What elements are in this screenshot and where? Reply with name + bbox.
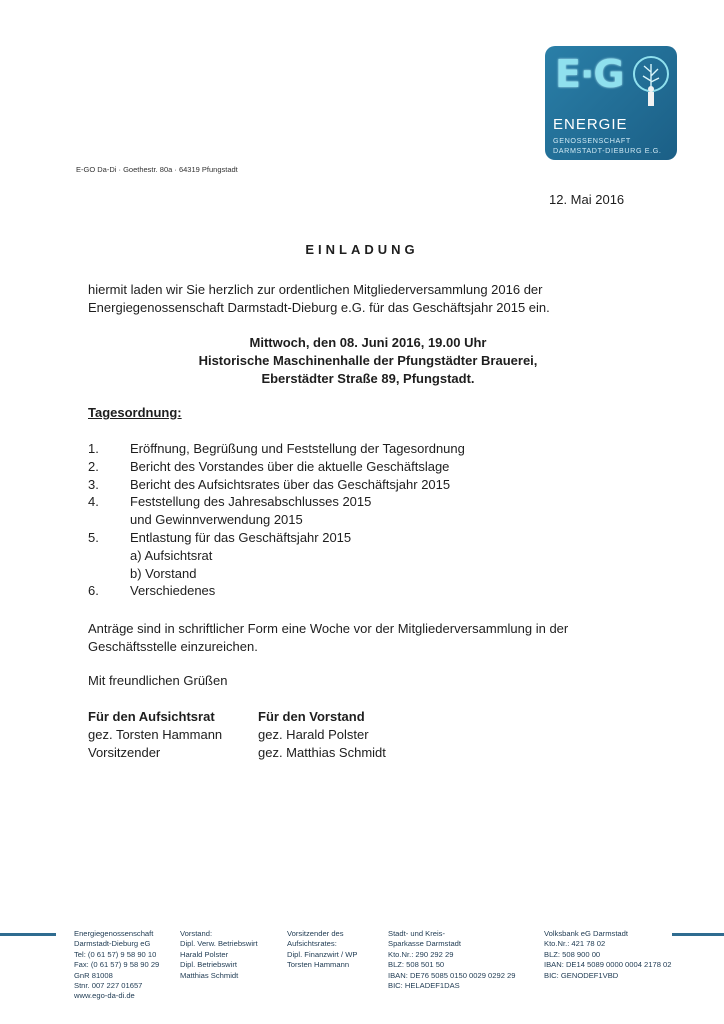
agenda-item [88,582,648,600]
footer-line: Stnr. 007 227 01657 [74,981,143,991]
agenda-list [88,440,648,600]
agenda-line: Feststellung des Jahresabschlusses 2015 [130,494,372,510]
signature-heading: Für den Vorstand [258,709,365,724]
agenda-item [88,493,648,529]
logo-line-1: GENOSSENSCHAFT [553,136,631,145]
agenda-text [130,529,648,582]
footer-line: Tel: (0 61 57) 9 58 90 10 [74,949,157,959]
signature-board [258,708,458,762]
footer-line: Sparkasse Darmstadt [388,939,462,949]
agenda-line: und Gewinnverwendung 2015 [130,512,303,528]
footer-line: IBAN: DE14 5089 0000 0004 2178 02 [544,960,672,970]
agenda-text [130,582,648,600]
footer-line: Torsten Hammann [287,960,350,970]
agenda-number: 4. [88,494,99,510]
proposals-line-1: Anträge sind in schriftlicher Form eine Woche vor der Mitgliederversammlung in der [88,621,569,636]
footer-line: Dipl. Betriebswirt [180,960,237,970]
footer-line: Volksbank eG Darmstadt [544,929,628,938]
agenda-line: Entlastung für das Geschäftsjahr 2015 [130,529,352,545]
letter-date: 12. Mai 2016 [549,192,625,207]
agenda-text [130,476,648,494]
footer-company-info [74,929,159,1002]
signature-heading: Für den Aufsichtsrat [88,709,215,724]
footer-line: GnR 81008 [74,970,113,980]
agenda-number: 1. [88,441,99,456]
footer-line: BIC: GENODEF1VBD [544,970,619,980]
footer-line: Darmstadt-Dieburg eG [74,939,151,949]
event-details [88,334,648,388]
agenda-number: 6. [88,583,99,599]
agenda-number: 2. [88,458,99,474]
footer-line: Energiegenossenschaft [74,929,154,938]
footer-line: Matthias Schmidt [180,970,239,980]
letter-title: EINLADUNG [305,242,419,257]
footer-accent-bar-right [672,933,724,936]
footer-accent-bar-left [0,933,56,936]
footer-line: Fax: (0 61 57) 9 58 90 29 [74,960,160,970]
event-datetime: Mittwoch, den 08. Juni 2016, 19.00 Uhr [249,335,487,350]
footer-board-info [180,929,258,981]
event-address: Eberstädter Straße 89, Pfungstadt. [261,371,475,386]
footer-line: Kto.Nr.: 290 292 29 [388,949,454,959]
agenda-number: 5. [88,529,99,545]
agenda-line: Bericht des Vorstandes über die aktuelle Geschäftslage [130,458,450,474]
agenda-item [88,529,648,582]
closing-greeting: Mit freundlichen Grüßen [88,673,228,688]
agenda-line: Eröffnung, Begrüßung und Feststellung der Tagesordnung [130,441,465,456]
agenda-heading: Tagesordnung: [88,405,182,420]
agenda-item [88,476,648,494]
footer-line: BLZ: 508 900 00 [544,949,601,959]
footer-line: Dipl. Finanzwirt / WP [287,949,358,959]
agenda-text [130,458,648,476]
intro-paragraph [88,281,648,317]
signature-name: gez. Harald Polster [258,727,369,742]
proposals-line-2: Geschäftsstelle einzureichen. [88,639,258,654]
footer-line: BIC: HELADEF1DAS [388,981,460,991]
footer-line: Dipl. Verw. Betriebswirt [180,939,258,949]
footer-line: Vorstand: [180,929,213,938]
footer-line: IBAN: DE76 5085 0150 0029 0292 29 [388,970,516,980]
agenda-number: 3. [88,476,99,492]
footer-line: Harald Polster [180,949,229,959]
agenda-text [130,440,648,458]
agenda-text [130,493,648,529]
footer-line: Aufsichtsrates: [287,939,337,949]
proposals-paragraph [88,620,648,656]
company-logo [545,46,677,160]
footer-line: BLZ: 508 501 50 [388,960,445,970]
agenda-item [88,458,648,476]
footer-bank-volksbank [544,929,672,981]
intro-line-1: hiermit laden wir Sie herzlich zur ordentlichen Mitgliederversammlung 2016 der [88,282,543,297]
footer-line: Stadt- und Kreis- [388,929,445,938]
agenda-line: Verschiedenes [130,583,216,599]
agenda-line: a) Aufsichtsrat [130,547,213,563]
footer-bank-sparkasse [388,929,516,991]
logo-line-2: DARMSTADT-DIEBURG E.G. [553,146,662,155]
logo-mark: E·G [555,52,624,96]
sender-address: E-GO Da-Di · Goethestr. 80a · 64319 Pfungstadt [76,165,238,174]
footer-line: Vorsitzender des [287,929,344,938]
agenda-line: Bericht des Aufsichtsrates über das Geschäftsjahr 2015 [130,476,451,492]
signature-name: gez. Matthias Schmidt [258,745,386,760]
tree-icon [631,54,671,108]
footer-line: Kto.Nr.: 421 78 02 [544,939,606,949]
logo-mark-area [545,46,677,112]
intro-line-2: Energiegenossenschaft Darmstadt-Dieburg e.G. für das Geschäftsjahr 2015 ein. [88,300,550,315]
logo-name: ENERGIE [553,116,628,133]
signature-name: gez. Torsten Hammann [88,727,223,742]
signature-role: Vorsitzender [88,745,161,760]
footer-supervisory-info [287,929,357,971]
event-venue: Historische Maschinenhalle der Pfungstädter Brauerei, [198,353,538,368]
signature-supervisory-board [88,708,256,762]
footer-website: www.ego-da-di.de [74,991,135,1001]
agenda-item [88,440,648,458]
agenda-line: b) Vorstand [130,565,197,581]
